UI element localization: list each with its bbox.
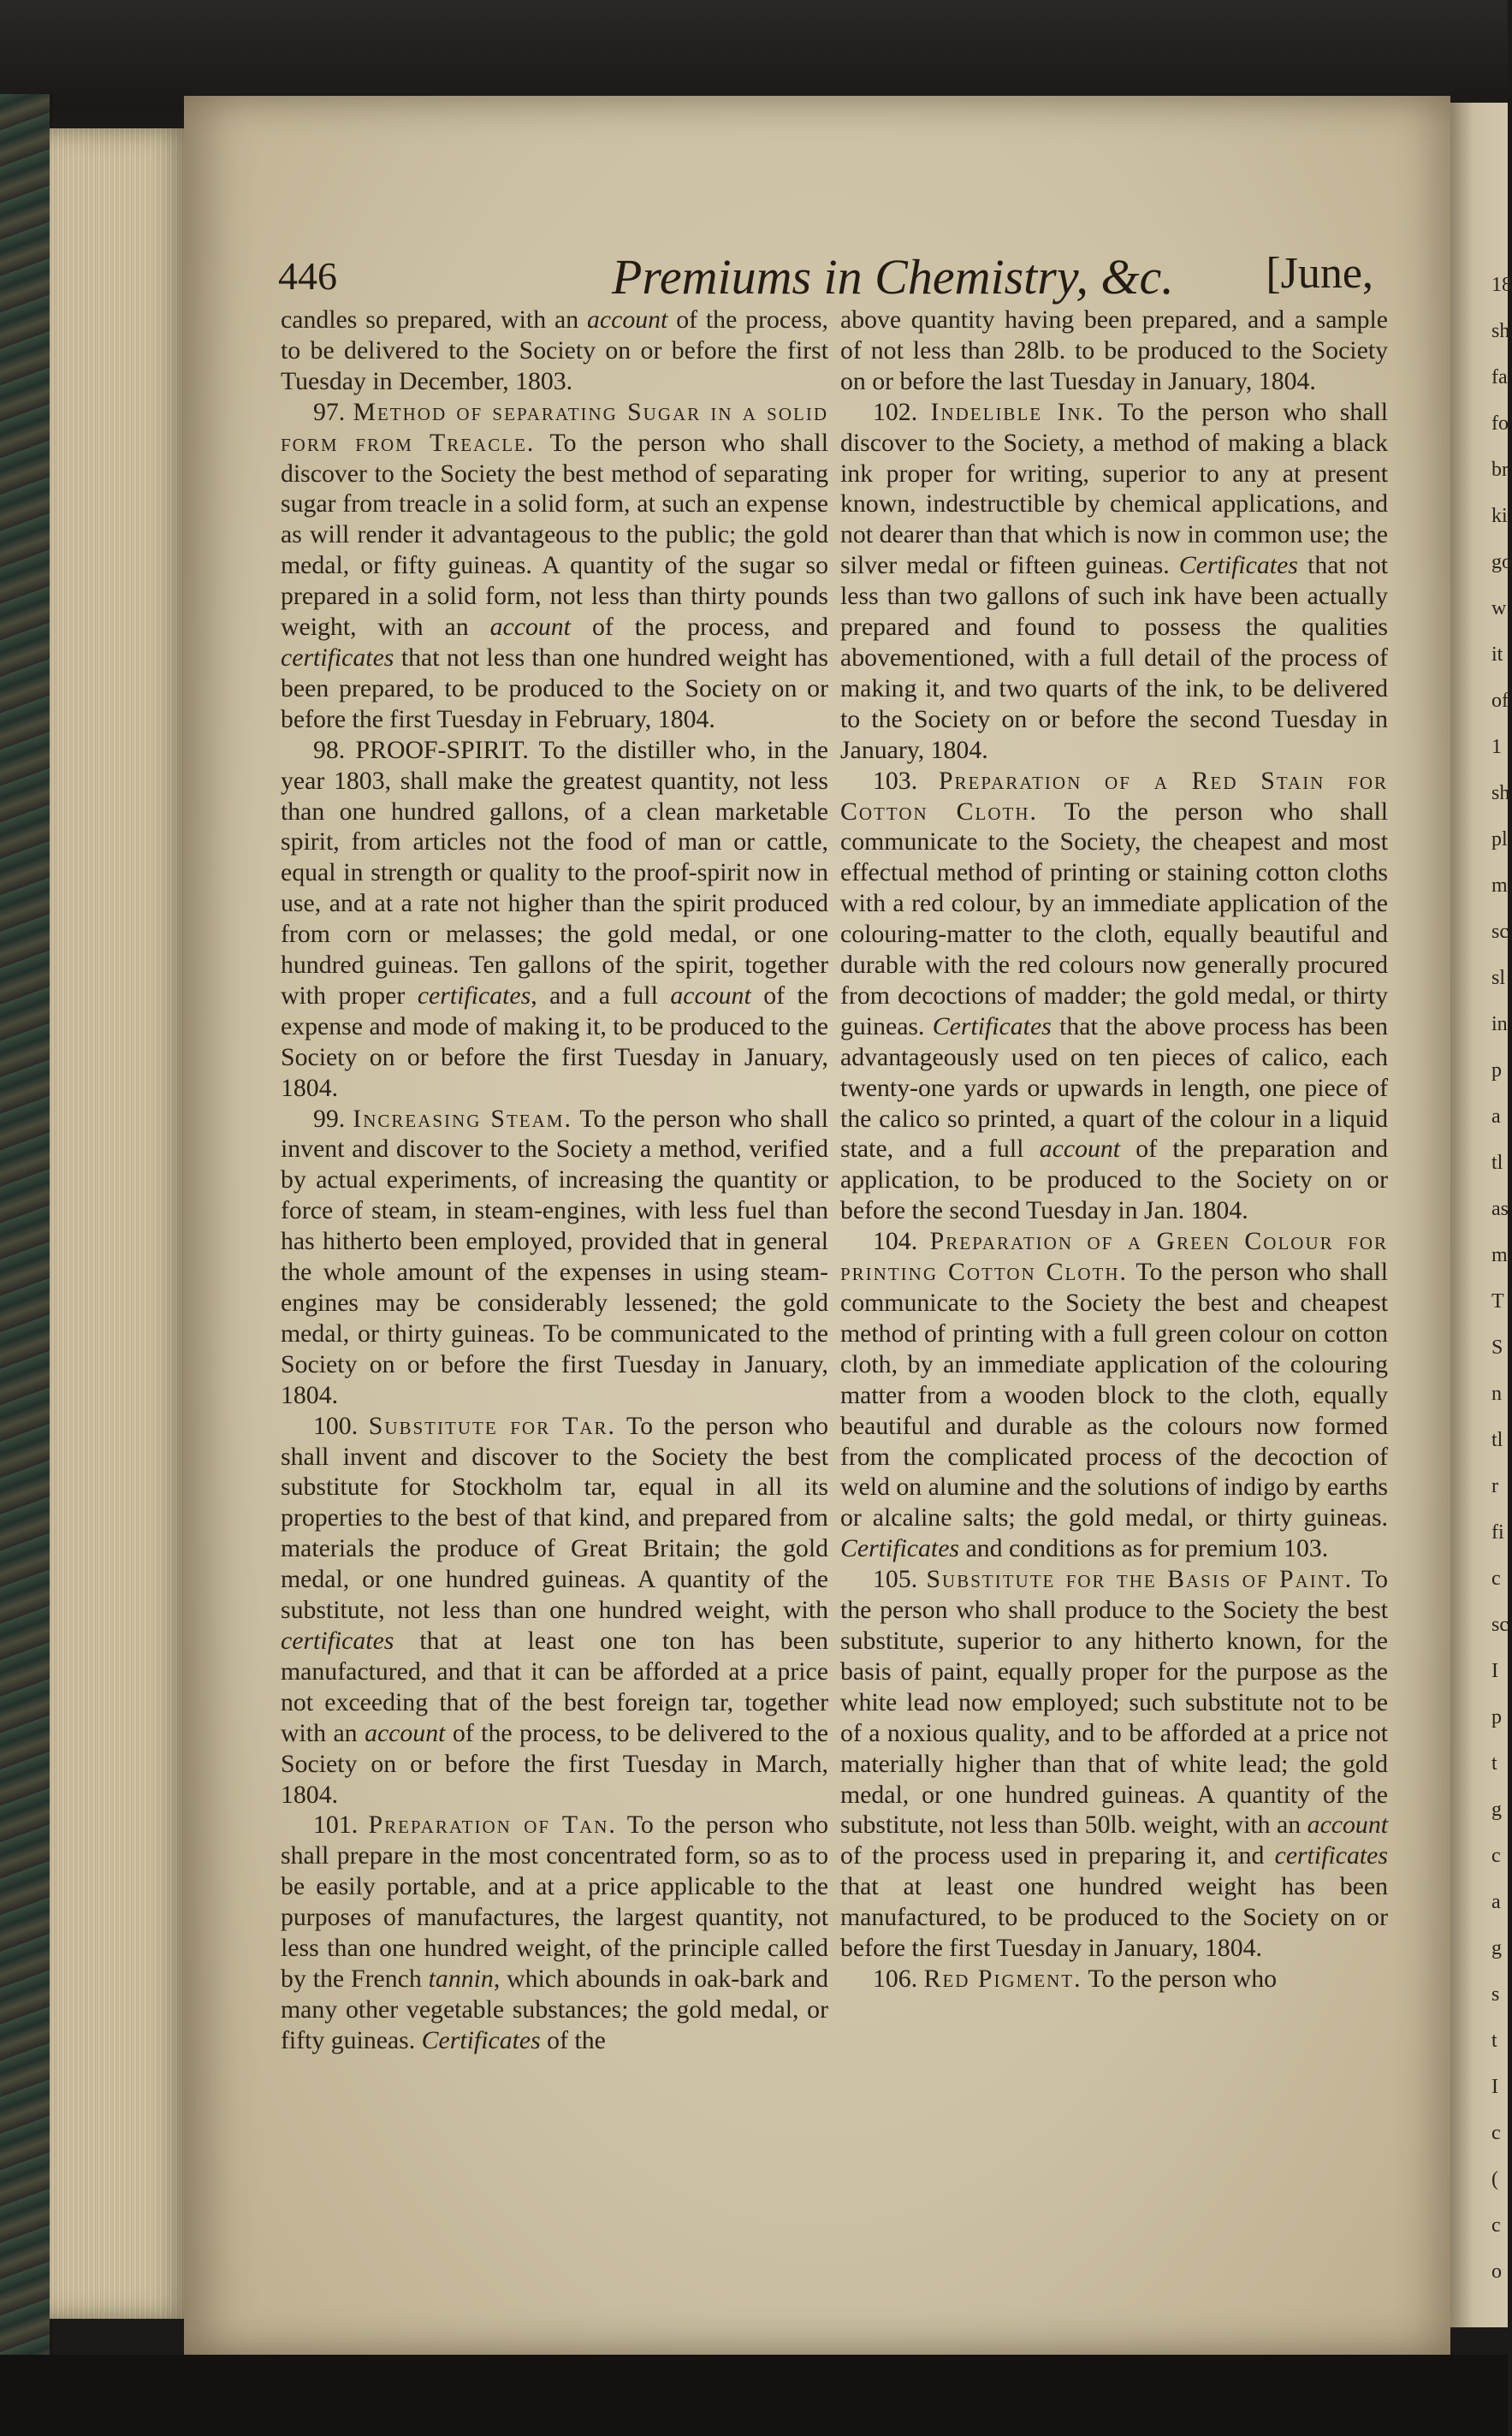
paragraph-text: To the person who [1082, 1964, 1278, 1993]
adjacent-page-text: c [1491, 2122, 1501, 2144]
paragraph-text: of the process, to be delivered to the Society on or before the first Tuesday in March, 1804. [281, 1718, 828, 1809]
adjacent-page-text: ( [1491, 2168, 1498, 2190]
adjacent-page-text: r [1491, 1475, 1498, 1497]
adjacent-page-text: fa [1491, 366, 1508, 388]
adjacent-page-text: g [1491, 1799, 1502, 1821]
paragraph-text: 97. [313, 397, 353, 426]
adjacent-page-text: sl [1491, 967, 1506, 989]
premium-paragraph-lead-r [840, 305, 1388, 397]
page-title: Premiums in Chemistry, &c. [612, 249, 1174, 305]
italic-term: account [489, 613, 571, 642]
paragraph-text: 105. [873, 1565, 927, 1594]
adjacent-page-text: g [1491, 1937, 1502, 1959]
adjacent-page-text: pl [1491, 828, 1508, 851]
premium-paragraph-p100 [281, 1411, 828, 1811]
adjacent-page-text: c [1491, 1568, 1501, 1590]
italic-term: account [1039, 1135, 1121, 1164]
paragraph-text: of the expense and mode of making it, to be produced to the Society on or before the first Tuesday in January, 1804. [281, 981, 829, 1102]
adjacent-page-text: I [1491, 1660, 1498, 1682]
paragraph-text: of the [540, 2025, 606, 2054]
adjacent-page-text: sc [1491, 1614, 1509, 1636]
adjacent-page-text: m [1491, 1244, 1508, 1266]
left-text-column [281, 305, 828, 2056]
paragraph-text: 98. PROOF-SPIRIT. To the distiller who, in the year 1803, shall make the greatest quantity, not less than one hundred gallons, of a clean marketable spirit, from articles not the food of man or cattle, equal in strength or quality to the proof-spirit now in use, and at a rate not higher than the spirit produced from corn or melasses; the gold medal, or one hundred guineas. Ten gallons of the spirit, together with proper [281, 735, 828, 1010]
premium-paragraph-p97 [281, 397, 828, 735]
page-month: [June, [1266, 249, 1373, 298]
paragraph-text: 104. [873, 1227, 930, 1256]
page-edges-stack [50, 128, 191, 2319]
adjacent-page-text: w [1491, 597, 1507, 619]
italic-term: Certificates [840, 1534, 960, 1563]
paragraph-text: To the person who shall invent and discover to the Society a method, verified by actual experiments, of increasing the quantity or force of steam, in steam-engines, with less fuel than has hitherto been employed, provided that in general the whole amount of the expenses in using steam-engines may be considerably lessened; the gold medal, or thirty guineas. To be communicated to the Society on or before the first Tuesday in January, 1804. [281, 1104, 828, 1409]
premium-heading: Red Pigment. [923, 1964, 1082, 1993]
adjacent-page-text: br [1491, 459, 1509, 481]
premium-paragraph-p106 [840, 1964, 1388, 1994]
premium-paragraph-p98 [281, 735, 828, 1104]
premium-heading: Substitute for Tar. [368, 1411, 616, 1440]
paragraph-text: of the process, and [570, 613, 829, 642]
book-cover-edge [0, 94, 53, 2404]
premium-paragraph-p101 [281, 1810, 828, 2055]
adjacent-page-text: a [1491, 1891, 1501, 1913]
italic-term: Certificates [1178, 551, 1298, 580]
paragraph-text: 101. [313, 1811, 369, 1840]
premium-heading: Preparation of a Red Stain for Cotton Cloth. [840, 766, 1388, 826]
backdrop-top [0, 0, 1508, 111]
paragraph-text: candles so prepared, with an [281, 305, 587, 334]
adjacent-page-text: m [1491, 874, 1508, 897]
italic-term: account [1307, 1811, 1388, 1840]
premium-heading: Preparation of Tan. [368, 1811, 617, 1840]
italic-term: account [670, 981, 751, 1010]
premium-heading: Increasing Steam. [353, 1104, 572, 1133]
premium-heading: Method of separating Sugar in a solid form from Treacle. [281, 397, 828, 457]
premium-paragraph-p105 [840, 1564, 1388, 1964]
paragraph-text: of the preparation and application, to be produced to the Society on or before the second Tuesday in Jan. 1804. [840, 1135, 1388, 1225]
adjacent-page-text: sh [1491, 782, 1510, 804]
adjacent-page-text: fi [1491, 1521, 1504, 1544]
adjacent-page-text: 18 [1491, 274, 1512, 296]
paragraph-text: , and a full [531, 981, 671, 1010]
paragraph-text: To the person who shall discover to the Society the best method of separating sugar from treacle in a solid form, at such an expense as will render it advantageous to the public; the gold medal, or fifty guineas. A quantity of the sugar so prepared in a solid form, not less than thirty pounds weight, with an [281, 428, 828, 642]
paragraph-text: 100. [313, 1411, 369, 1440]
paragraph-text: 103. [873, 766, 939, 795]
adjacent-page-text: it [1491, 643, 1503, 666]
adjacent-page-text: as [1491, 1198, 1509, 1220]
paragraph-text: To the person who shall discover to the Society, a method of making a black ink proper for writing, superior to any at present known, indestructible by chemical applications, and not dearer than that which is now in common use; the silver medal or fifteen guineas. [840, 397, 1389, 580]
paragraph-text: that the above process has been advantageously used on ten pieces of calico, each twenty-one yards or upwards in length, one piece of the calico so printed, a quart of the colour in a liquid state, and a full [840, 1011, 1388, 1164]
premium-paragraph-lead [281, 305, 828, 397]
adjacent-page-text: T [1491, 1290, 1504, 1313]
adjacent-page-text: sh [1491, 320, 1510, 342]
paragraph-text: To the person who shall prepare in the most concentrated form, so as to be easily portable, and at a price applicable to the purposes of manufactures, the largest quantity, not less than one hundred weight, of the principle called by the French [281, 1811, 828, 1993]
adjacent-page-text: sc [1491, 921, 1509, 943]
italic-term: account [365, 1718, 446, 1747]
adjacent-page-text: n [1491, 1383, 1502, 1405]
italic-term: Certificates [932, 1011, 1052, 1040]
adjacent-page-text: p [1491, 1059, 1502, 1082]
paragraph-text: that not less than one hundred weight has been prepared, to be produced to the Society on or before the first Tuesday in February, 1804. [281, 643, 828, 733]
paragraph-text: To the person who shall produce to the Society the best substitute, superior to any hitherto known, for the basis of paint, equally proper for the purpose as the white lead now employed; such substitute not to be of a noxious quality, and to be afforded at a price not materially higher than that of white lead; the gold medal, or one hundred guineas. A quantity of the substitute, not less than 50lb. weight, with an [840, 1565, 1388, 1840]
paragraph-text: of the process, to be delivered to the Society on or before the first Tuesday in December, 1803. [281, 305, 828, 395]
adjacent-page-text: c [1491, 2214, 1501, 2237]
italic-term: certificates [281, 1626, 394, 1655]
italic-term: account [587, 305, 668, 334]
adjacent-page-fragment [1450, 103, 1512, 2327]
paragraph-text: that at least one hundred weight has been manufactured, to be produced to the Society on or before the first Tuesday in January, 1804. [840, 1872, 1388, 1963]
adjacent-page-text: ki [1491, 505, 1508, 527]
paragraph-text: 102. [873, 397, 931, 426]
paragraph-text: above quantity having been prepared, and a sample of not less than 28lb. to be produced to the Society on or before the last Tuesday in January, 1804. [840, 305, 1388, 395]
adjacent-page-text: tl [1491, 1429, 1503, 1451]
adjacent-page-text: c [1491, 1845, 1501, 1867]
paragraph-text: To the person who shall invent and discover to the Society the best substitute for Stockholm tar, equal in all its properties to the best of that kind, and prepared from materials the produce of Great Britain; the gold medal, or one hundred guineas. A quantity of the substitute, not less than one hundred weight, with [281, 1411, 829, 1625]
adjacent-page-text: a [1491, 1105, 1501, 1128]
adjacent-page-text: of [1491, 690, 1509, 712]
adjacent-page-text: 1 [1491, 736, 1502, 758]
premium-paragraph-p103 [840, 766, 1388, 1227]
paragraph-text: that at least one ton has been manufactured, and that it can be afforded at a price not exceeding that of the best foreign tar, together with an [281, 1626, 828, 1747]
adjacent-page-text: o [1491, 2261, 1502, 2283]
adjacent-page-text: go [1491, 551, 1512, 573]
page-number: 446 [278, 254, 337, 298]
adjacent-page-text: t [1491, 2030, 1497, 2052]
premium-paragraph-p104 [840, 1226, 1388, 1564]
adjacent-page-text: s [1491, 1983, 1500, 2006]
backdrop-bottom [0, 2355, 1508, 2436]
paragraph-text: of the process used in preparing it, and [840, 1841, 1275, 1870]
premium-paragraph-p99 [281, 1104, 828, 1411]
paragraph-text: To the person who shall communicate to the Society, the cheapest and most effectual method of printing or staining cotton cloths with a red colour, by an immediate application of the colouring-matter to the cloth, equally beautiful and durable with the red colours now generally procured from decoctions of madder; the gold medal, or thirty guineas. [840, 797, 1388, 1040]
adjacent-page-text: tl [1491, 1152, 1503, 1174]
adjacent-page-text: p [1491, 1706, 1502, 1728]
paragraph-text: that not less than two gallons of such ink have been actually prepared and found to possess the qualities abovementioned, with a full detail of the process of making it, and two quarts of the ink, to be delivered to the Society on or before the second Tuesday in January, 1804. [840, 551, 1389, 764]
paragraph-text: 99. [313, 1104, 353, 1133]
italic-term: certificates [417, 981, 531, 1010]
paragraph-text: and conditions as for premium 103. [959, 1534, 1329, 1563]
italic-term: tannin [428, 1964, 494, 1993]
italic-term: Certificates [421, 2025, 541, 2054]
premium-heading: Indelible Ink. [930, 397, 1106, 426]
italic-term: certificates [1274, 1841, 1388, 1870]
paragraph-text: 106. [873, 1964, 924, 1993]
adjacent-page-text: t [1491, 1752, 1497, 1775]
adjacent-page-text: S [1491, 1337, 1503, 1359]
running-header [278, 248, 1373, 308]
adjacent-page-text: in [1491, 1013, 1508, 1035]
adjacent-page-text: I [1491, 2076, 1498, 2098]
premium-heading: Preparation of a Green Colour for printing Cotton Cloth. [840, 1227, 1389, 1287]
paragraph-text: , which abounds in oak-bark and many other vegetable substances; the gold medal, or fifty guineas. [281, 1964, 828, 2054]
premium-paragraph-p102 [840, 397, 1388, 766]
paragraph-text: To the person who shall communicate to the Society the best and cheapest method of printing with a full green colour on cotton cloth, by an immediate application of the colouring matter from a wooden block to the cloth, equally beautiful and durable as the colours now formed from the complicated process of the decoction of weld on alumine and the solutions of indigo by earths or alcaline salts; the gold medal, or thirty guineas. [840, 1258, 1388, 1532]
adjacent-page-text: fo [1491, 412, 1509, 435]
right-text-column [840, 305, 1388, 1994]
italic-term: certificates [281, 643, 394, 672]
premium-heading: Substitute for the Basis of Paint. [926, 1565, 1354, 1594]
